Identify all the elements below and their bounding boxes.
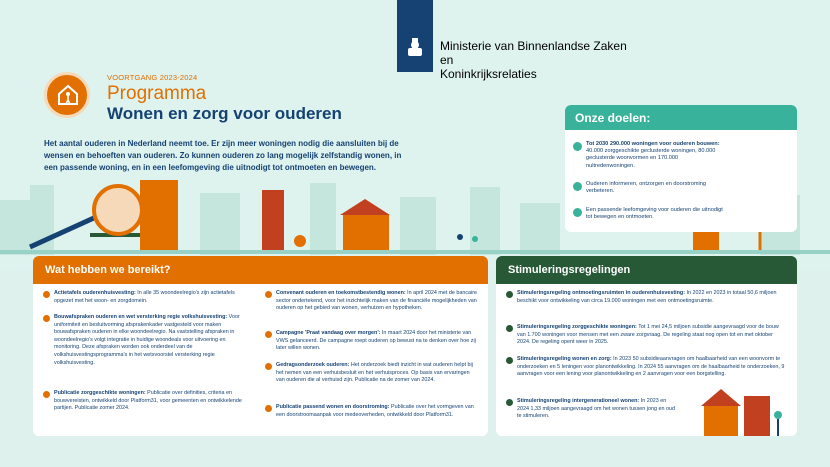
- item-bold: Convenant ouderen en toekomstbestendig wonen:: [276, 290, 406, 296]
- goals-title: Onze doelen:: [565, 105, 797, 130]
- stimulering-title: Stimuleringsregelingen: [496, 256, 797, 284]
- regulation-item: [506, 356, 786, 379]
- item-text: Publicatie over definities, criteria en bouwvereisten, ontwikkeld door Platform31, voor gemeenten en ontwikkelende partijen. Publicatie zomer 2024.: [54, 390, 242, 412]
- bullet-icon: [265, 291, 272, 298]
- crest-icon: [403, 36, 427, 60]
- elderly-house-icon: [44, 72, 90, 118]
- achievement-item: [265, 290, 477, 313]
- bullet-icon: [265, 363, 272, 370]
- goal-bullet-icon: [573, 142, 582, 151]
- page-title: Wonen en zorg voor ouderen: [107, 104, 342, 123]
- item-text: In 2023 50 subsidieaanvragen om haalbaarheid van een woonvorm te onderzoeken en 5 leningen voor planontwikkeling. In 2024 55 aanvragen om de haalbaarheid te onderzoeken, 9 aanvragen voor een lening voor planontwikkeling en 2 aanvragen voor een borgstelling.: [517, 356, 785, 378]
- bullet-icon: [265, 331, 272, 338]
- house: [343, 215, 389, 250]
- bullet-icon: [506, 291, 513, 298]
- achievement-item: [265, 362, 477, 385]
- bullet-icon: [265, 405, 272, 412]
- goals-card: [565, 105, 797, 232]
- stimulering-panel: [496, 256, 797, 436]
- goal-item: [573, 181, 723, 195]
- bullet-icon: [506, 325, 513, 332]
- progress-label: VOORTGANG 2023-2024: [107, 73, 198, 82]
- item-bold: Stimuleringsregeling wonen en zorg:: [517, 356, 612, 362]
- goal-text: 40.000 zorggeschikte geclusterde woningen, 80.000 geclusterde woonvormen en 170.000 nultredenwoningen.: [586, 148, 716, 169]
- regulation-item: [506, 398, 676, 421]
- item-bold: Publicatie passend wonen en doorstroming:: [276, 404, 390, 410]
- ministry-name: [440, 39, 640, 81]
- achievement-item: [43, 314, 248, 367]
- item-text: In 2023 en 2024 1,33 miljoen aangevraagd om het wonen tussen jong en oud te stimuleren.: [517, 398, 675, 420]
- achievement-item: [43, 290, 248, 305]
- intro-text: Het aantal ouderen in Nederland neemt toe. Er zijn meer woningen nodig die aansluiten bij de wensen en behoeften van ouderen. Zo kunnen ouderen zo lang mogelijk zelfstandig wonen, in een passende woning, en in een leefomgeving die uitnodigt tot ontmoeten en bewegen.: [44, 139, 402, 172]
- ground-strip: [0, 250, 830, 254]
- item-text: Voor uniformiteit en besluitvorming afsprakenkader vastgesteld voor maken bouwafspraken ouderen in elke woondeelregio. Na vaststelling afspraken in woondeelregio's volgt integratie in huidige woondeals voor uitvoering en monitoring. Deze afspraken worden ook onderdeel van de volkshuisvestingsprogramma's in het wetsvoorstel versterking regie volkshuisvesting.: [54, 314, 240, 366]
- item-text: Tot 1 mei 24,5 miljoen subsidie aangevraagd voor de bouw van 1.700 woningen voor mensen met een zware zorgvraag. De regeling staat nog open tot en met oktober 2024. De regeling opent weer in 2025.: [517, 324, 779, 346]
- goal-text: Een passende leefomgeving voor ouderen die uitnodigt tot bewegen en ontmoeten.: [586, 207, 723, 221]
- bullet-icon: [43, 291, 50, 298]
- item-bold: Actietafels ouderenhuisvesting:: [54, 290, 136, 296]
- item-text: Het onderzoek biedt inzicht in wat ouderen helpt bij het nemen van een verhuisbesluit en het verhuisproces. Op basis van ervaringen van ouderen die al verhuisd zijn. Publicatie na de zomer van 2024.: [276, 362, 473, 384]
- item-text: Publicatie over het vormgeven van een doorstroomaanpak voor medeoverheden, ontwikkeld door Platform31.: [276, 404, 474, 418]
- item-bold: Stimuleringsregeling zorggeschikte woningen:: [517, 324, 637, 330]
- bullet-icon: [506, 357, 513, 364]
- programma-label: Programma: [107, 83, 207, 104]
- ministry-line-2: Koninkrijksrelaties: [440, 67, 537, 81]
- goal-text: Ouderen informeren, ontzorgen en doorstroming verbeteren.: [586, 181, 707, 195]
- goal-item: [573, 141, 723, 170]
- goal-item: [573, 207, 723, 221]
- achievement-item: [265, 330, 477, 353]
- item-bold: Gedragsonderzoek ouderen:: [276, 362, 350, 368]
- achievement-item: [43, 390, 248, 413]
- item-bold: Stimuleringsregeling intergenerationeel wonen:: [517, 398, 640, 404]
- government-logo-bar: [397, 0, 433, 72]
- building-red: [262, 190, 284, 250]
- bullet-icon: [43, 391, 50, 398]
- regulation-item: [506, 324, 786, 347]
- item-bold: Publicatie zorggeschikte woningen:: [54, 390, 146, 396]
- item-text: In alle 35 woondeelregio's zijn actietafels opgezet met het woon- en zorgdomein.: [54, 290, 235, 304]
- achievement-item: [265, 404, 477, 419]
- bullet-icon: [43, 315, 50, 322]
- item-bold: Campagne 'Praat vandaag over morgen':: [276, 330, 381, 336]
- bullet-icon: [506, 399, 513, 406]
- item-bold: Stimuleringsregeling ontmoetingsruimten in ouderenhuisvesting:: [517, 290, 686, 296]
- magnifier: [94, 186, 142, 234]
- achievements-title: Wat hebben we bereikt?: [33, 256, 488, 284]
- item-text: In maart 2024 door het ministerie van VWS gelanceerd. De campagne roept ouderen op bewust na te denken over hoe zij later willen wonen.: [276, 330, 476, 352]
- goal-bullet-icon: [573, 182, 582, 191]
- goal-bullet-icon: [573, 208, 582, 217]
- item-text: In april 2024 met de bancaire sector ondertekend, voor het inzichtelijk maken van de financiële mogelijkheden van ouderen op het gebied van wonen, verhuizen en hypotheken.: [276, 290, 478, 312]
- building-orange: [140, 180, 178, 250]
- regulation-item: [506, 290, 786, 305]
- item-text: In 2022 en 2023 in totaal 50,6 miljoen beschikt voor ontwikkeling van circa 19.000 woningen met een ontmoetingsruimte.: [517, 290, 777, 304]
- goal-bold: Tot 2030 290.000 woningen voor ouderen bouwen:: [586, 141, 720, 147]
- ministry-line-1: Ministerie van Binnenlandse Zaken en: [440, 39, 627, 67]
- house-roof: [340, 199, 390, 215]
- achievements-panel: [33, 256, 488, 436]
- houses-illustration: [696, 381, 791, 436]
- item-bold: Bouwafspraken ouderen en wet versterking regie volkshuisvesting:: [54, 314, 228, 320]
